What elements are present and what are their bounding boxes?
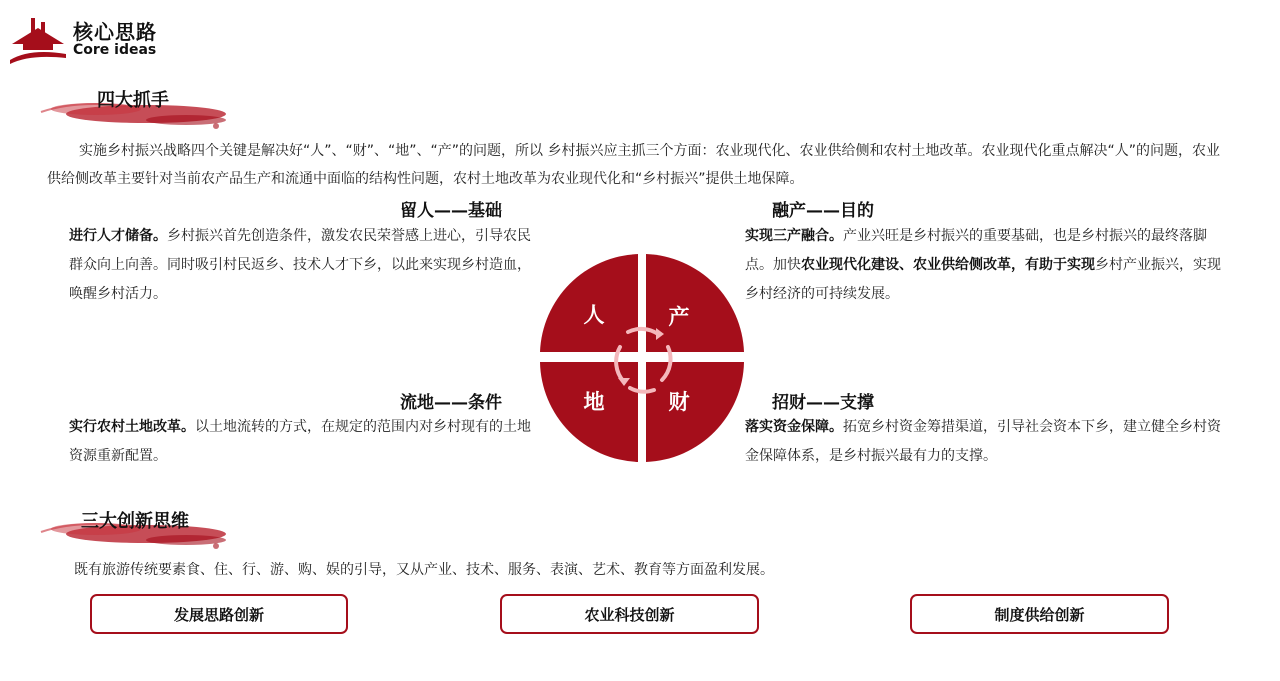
innovation-button-agri-tech[interactable]: 农业科技创新	[500, 594, 759, 634]
logo-icon	[10, 14, 66, 64]
quadrant-title-land: 流地——条件	[400, 393, 502, 413]
quadrant-text-people: 进行人才储备。乡村振兴首先创造条件，激发农民荣誉感上进心，引导农民群众向上向善。同时吸引村民返乡、技术人才下乡，以此来实现乡村造血，唤醒乡村活力。	[69, 228, 531, 302]
wheel-quadrant-br	[646, 362, 744, 462]
quadrant-title-industry: 融产——目的	[772, 201, 874, 221]
four-quadrant-wheel	[538, 252, 746, 464]
quadrant-text-finance: 落实资金保障。拓宽乡村资金筹措渠道，引导社会资本下乡，建立健全乡村资金保障体系，是乡村振兴最有力的支撑。	[745, 419, 1221, 464]
quadrant-lead-finance: 落实资金保障。	[745, 419, 843, 435]
quadrant-lead-land: 实行农村土地改革。	[69, 419, 195, 435]
section2-intro: 既有旅游传统要素食、住、行、游、购、娱的引导，又从产业、技术、服务、表演、艺术、教育等方面盈利发展。	[74, 562, 774, 578]
wheel-label-industry: 产	[668, 305, 690, 329]
section-title-four-levers: 四大抓手	[97, 90, 169, 111]
wheel-quadrant-tr	[646, 254, 744, 352]
wheel-label-land: 地	[583, 390, 605, 414]
wheel-label-people: 人	[583, 303, 605, 327]
page-subtitle: Core ideas	[73, 42, 157, 58]
quadrant-title-people: 留人——基础	[400, 201, 502, 221]
innovation-button-institutional-supply[interactable]: 制度供给创新	[910, 594, 1169, 634]
quadrant-title-finance: 招财——支撑	[772, 393, 874, 413]
quadrant-lead-industry: 实现三产融合。	[745, 228, 843, 244]
quadrant-lead-people: 进行人才储备。	[69, 228, 167, 244]
page-title: 核心思路	[73, 20, 157, 44]
quadrant-text-land: 实行农村土地改革。以土地流转的方式，在规定的范围内对乡村现有的土地资源重新配置。	[69, 419, 531, 464]
section1-intro: 实施乡村振兴战略四个关键是解决好“人”、“财”、“地”、“产”的问题，所以 乡村振兴应主抓三个方面：农业现代化、农业供给侧和农村土地改革。农业现代化重点解决“人”的问题，农业供给侧改革主要针对当前农产品生产和流通中面临的结构性问题，农村土地改革为农业现代化和“乡村振兴”提供土地保障。	[47, 143, 1220, 187]
wheel-label-finance: 财	[668, 390, 690, 414]
section-title-three-innovations: 三大创新思维	[81, 511, 189, 532]
innovation-button-development-thinking[interactable]: 发展思路创新	[90, 594, 348, 634]
quadrant-text-industry: 实现三产融合。产业兴旺是乡村振兴的重要基础，也是乡村振兴的最终落脚点。加快农业现代化建设、农业供给侧改革，有助于实现乡村产业振兴，实现乡村经济的可持续发展。	[745, 228, 1221, 302]
